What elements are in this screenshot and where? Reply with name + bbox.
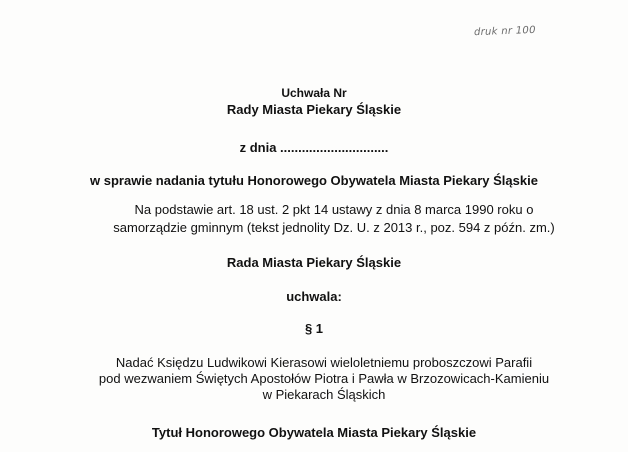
section-1-text-line-3: w Piekarach Śląskich <box>262 387 386 402</box>
legal-basis-line-1: Na podstawie art. 18 ust. 2 pkt 14 ustawy z dnia 8 marca 1990 roku o <box>134 202 534 217</box>
honorary-title-line: Tytuł Honorowego Obywatela Miasta Piekary Śląskie <box>151 425 477 440</box>
handwritten-document-number: druk nr 100 <box>473 24 536 39</box>
resolution-subject: w sprawie nadania tytułu Honorowego Obywatela Miasta Piekary Śląskie <box>90 173 538 188</box>
section-mark: § 1 <box>304 321 324 336</box>
date-line: z dnia .............................. <box>239 140 389 155</box>
enacting-body: Rada Miasta Piekary Śląskie <box>226 255 402 270</box>
resolution-label: Uchwała Nr <box>281 86 347 100</box>
section-1-text-line-2: pod wezwaniem Świętych Apostołów Piotra i Pawła w Brzozowicach-Kamieniu <box>98 371 550 386</box>
enacting-word: uchwala: <box>286 289 342 304</box>
council-name: Rady Miasta Piekary Śląskie <box>226 102 402 117</box>
section-1-text-line-1: Nadać Księdzu Ludwikowi Kierasowi wieloletniemu proboszczowi Parafii <box>115 355 533 370</box>
legal-basis-line-2: samorządzie gminnym (tekst jednolity Dz. U. z 2013 r., poz. 594 z późn. zm.) <box>113 220 555 235</box>
